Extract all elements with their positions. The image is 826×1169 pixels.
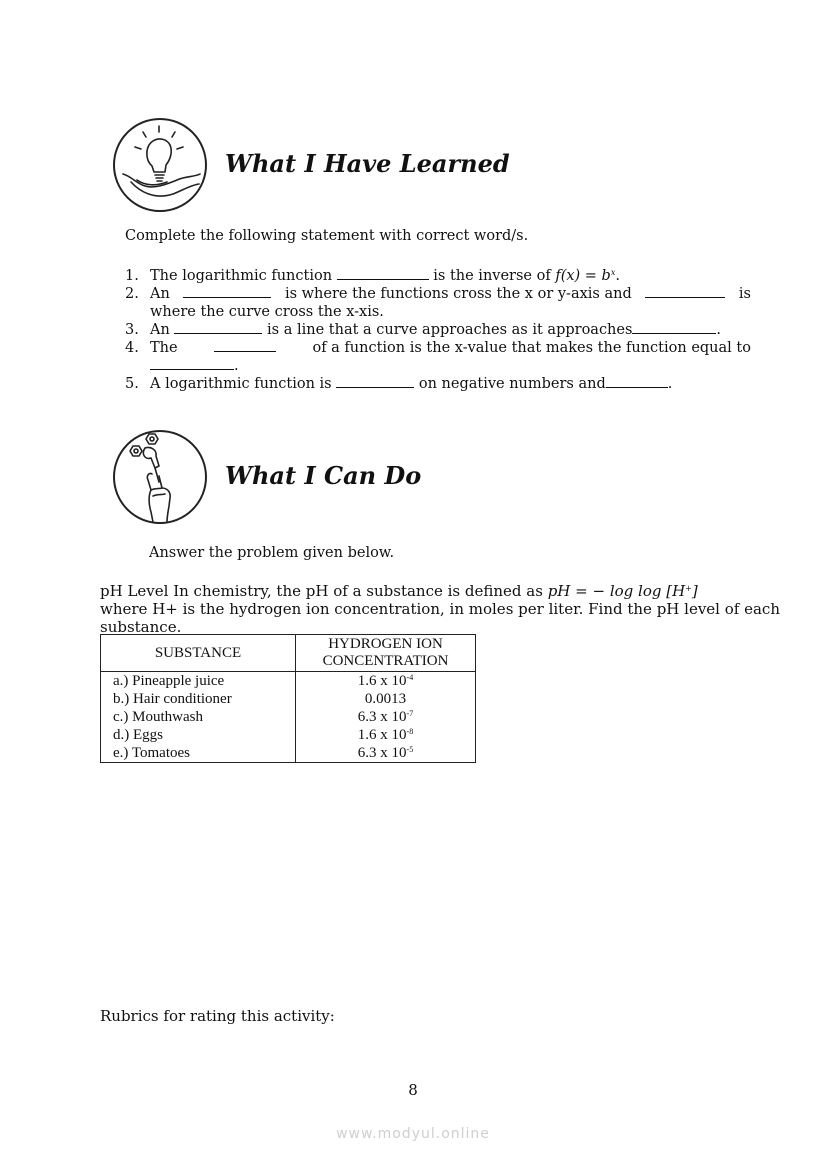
ph-formula: pH = − log log [H+] bbox=[547, 582, 698, 600]
lightbulb-hand-icon bbox=[113, 118, 207, 212]
answer-blank bbox=[336, 375, 414, 388]
answer-blank bbox=[183, 285, 271, 298]
list-item: 3. An is a line that a curve approaches as it approaches . bbox=[125, 322, 722, 338]
answer-blank bbox=[337, 267, 429, 280]
hydrogen-ion-table bbox=[100, 634, 476, 763]
answer-blank bbox=[174, 321, 262, 334]
watermark: www.modyul.online bbox=[336, 1126, 490, 1142]
problem-line-2: where H+ is the hydrogen ion concentration, in moles per liter. Find the pH level of each bbox=[100, 600, 780, 618]
list-item: 4. The of a function is the x-value that makes the function equal to . bbox=[125, 340, 751, 374]
table-header-row bbox=[101, 635, 476, 672]
table-row: e.) Tomatoes 6.3 x $10^{-5}$ bbox=[101, 744, 476, 763]
table-row: c.) Mouthwash 6.3 x $10^{-7}$ bbox=[101, 708, 476, 726]
learned-instruction: Complete the following statement with correct word/s. bbox=[125, 228, 529, 244]
table-row: a.) Pineapple juice 1.6 x $10^{-4}$ bbox=[101, 672, 476, 691]
wrench-hand-icon bbox=[113, 430, 207, 524]
list-item: 5. A logarithmic function is on negative numbers and . bbox=[125, 376, 673, 392]
can-do-instruction: Answer the problem given below. bbox=[149, 545, 395, 561]
rubrics-label: Rubrics for rating this activity: bbox=[100, 1007, 335, 1025]
list-item: 1. The logarithmic function is the inverse of $f(x) = b^x$. bbox=[125, 268, 620, 284]
header-substance: SUBSTANCE bbox=[101, 635, 296, 672]
header-concentration: HYDROGEN ION CONCENTRATION bbox=[296, 635, 476, 672]
page-number: 8 bbox=[408, 1081, 418, 1099]
problem-line-3: substance. bbox=[100, 618, 182, 636]
answer-blank bbox=[214, 339, 276, 352]
table-row: d.) Eggs 1.6 x $10^{-8}$ bbox=[101, 726, 476, 744]
answer-blank bbox=[632, 321, 716, 334]
answer-blank bbox=[606, 375, 668, 388]
section-title-what-i-can-do: What I Can Do bbox=[225, 461, 422, 490]
list-item: 2. An is where the functions cross the x or y-axis and is where the curve cross the x-xis. bbox=[125, 286, 751, 320]
formula: $f(x) = b^x$ bbox=[555, 268, 616, 284]
table-row: b.) Hair conditioner 0.0013 bbox=[101, 690, 476, 708]
section-title-what-i-have-learned: What I Have Learned bbox=[225, 149, 510, 178]
problem-line-1: pH Level In chemistry, the pH of a substance is defined as pH = − log log [H+] bbox=[100, 582, 698, 600]
fill-in-list bbox=[125, 267, 751, 393]
answer-blank bbox=[645, 285, 725, 298]
answer-blank bbox=[150, 357, 234, 370]
